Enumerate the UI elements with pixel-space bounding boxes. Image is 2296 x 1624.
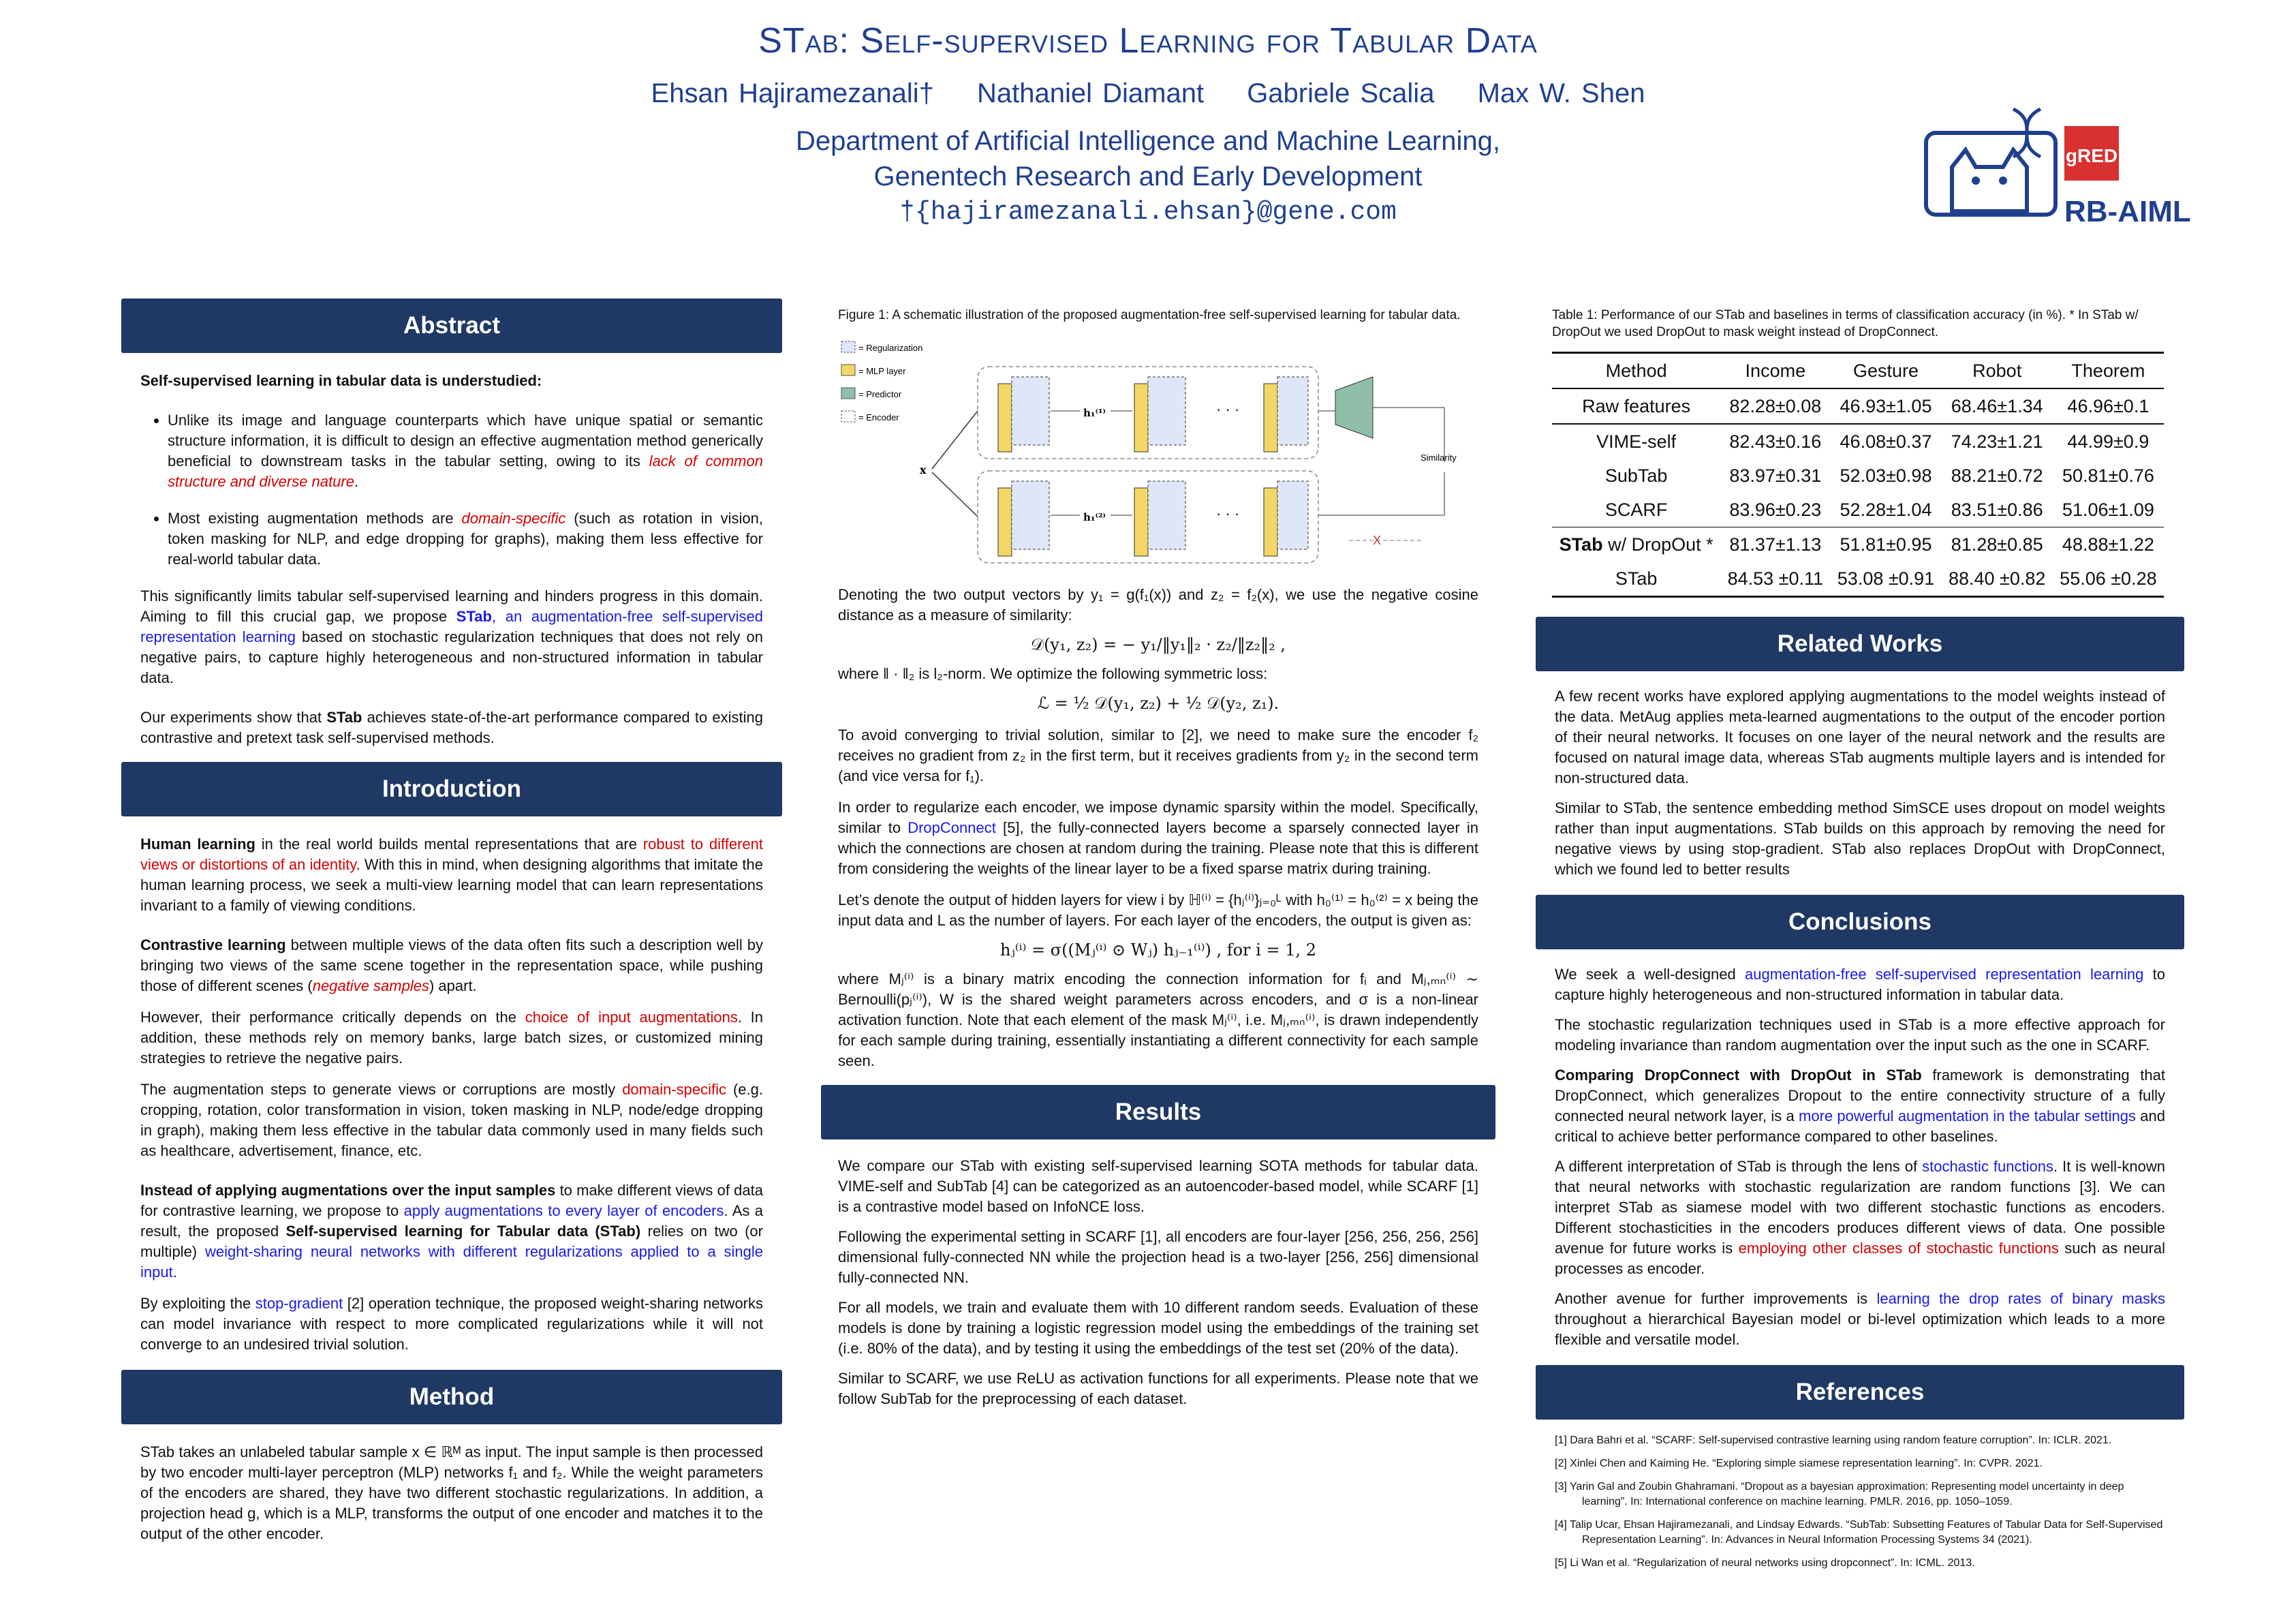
author-1: Ehsan Hajiramezanali† bbox=[651, 78, 934, 108]
equation-loss: ℒ = ½ 𝒟(y₁, z₂) + ½ 𝒟(y₂, z₁). bbox=[1037, 694, 1279, 713]
table-caption: Table 1: Performance of our STab and baselines in terms of classification accuracy (in %). * In STab w/ DropOut we used DropOut to mask weight instead of DropConnect. bbox=[1552, 308, 2139, 339]
abstract-bullet-1: • Unlike its image and language counterparts which have unique spatial or semantic structure information, it is difficult to design an effective augmentation method generically beneficial to downstream tasks in the tabular setting, owing to its lack of common structure and diverse nature. bbox=[168, 410, 763, 492]
middle-column bbox=[821, 298, 1495, 1409]
encoder-2-layers bbox=[998, 481, 1308, 556]
affiliation-line-2: Genentech Research and Early Development bbox=[873, 162, 1423, 191]
abstract-bullets bbox=[140, 410, 763, 570]
predictor-block bbox=[1335, 377, 1373, 438]
table-header-row bbox=[1552, 353, 2164, 389]
hidden-h1-label: h₁⁽¹⁾ bbox=[1083, 407, 1106, 419]
reference-item: [2] Xinlei Chen and Kaiming He. “Exploring simple siamese representation learning”. In: CVPR. 2021. bbox=[1555, 1458, 2043, 1469]
results-paragraph-1: We compare our STab with existing self-supervised learning SOTA methods for tabular data. VIME-self and SubTab [4] can be categorized as an autoencoder-based model, while SCARF [1] is a contrastive model based on InfoNCE loss. bbox=[838, 1157, 1478, 1215]
figure-legend bbox=[841, 341, 922, 423]
reference-item: [1] Dara Bahri et al. “SCARF: Self-supervised contrastive learning using random feature corruption”. In: ICLR. 2021. bbox=[1555, 1435, 2112, 1446]
stop-gradient-cross: X bbox=[1373, 534, 1382, 547]
left-column bbox=[121, 298, 782, 1544]
dropconnect-paragraph: In order to regularize each encoder, we impose dynamic sparsity within the model. Specifically, similar to DropConnect [5], the fully-connected layers become a sparsely connected layer in which the connections are chosen at random during the training. Please note that this is different from considering the weights of the linear layer to be a fixed sparse matrix during training. bbox=[838, 799, 1478, 877]
related-works-heading: Related Works bbox=[1536, 617, 2184, 671]
legend-mlp: = MLP layer bbox=[858, 366, 906, 376]
affiliation-line-1: Department of Artificial Intelligence and Machine Learning, bbox=[796, 126, 1500, 156]
gred-rb-aiml-logo bbox=[1925, 102, 2191, 232]
table-row: STab 84.53 ±0.11 53.08 ±0.91 88.40 ±0.82 55.06 ±0.28 bbox=[1552, 562, 2164, 597]
results-table bbox=[1552, 352, 2164, 598]
method-heading: Method bbox=[121, 1370, 782, 1424]
logo-rbaiml-text: RB-AIML bbox=[2064, 195, 2191, 228]
equation-similarity: 𝒟(y₁, z₂) = − y₁/‖y₁‖₂ · z₂/‖z₂‖₂ , bbox=[1030, 635, 1286, 654]
cat-dna-logo-icon bbox=[1925, 102, 2191, 232]
legend-encoder: = Encoder bbox=[858, 412, 899, 423]
conclusions-paragraph-5: Another avenue for further improvements is learning the drop rates of binary masks throughout a hierarchical Bayesian model or bi-level optimization which leads to a more flexible and versatile model. bbox=[1555, 1290, 2165, 1348]
legend-predictor: = Predictor bbox=[858, 389, 902, 399]
legend-regularization: = Regularization bbox=[858, 343, 923, 353]
table-row: STab w/ DropOut * 81.37±1.13 51.81±0.95 81.28±0.85 48.88±1.22 bbox=[1559, 534, 2154, 555]
table-header-theorem: Theorem bbox=[2071, 360, 2145, 381]
stop-gradient-paragraph: To avoid converging to trivial solution, similar to [2], we need to make sure the encoder f₂ receives no gradient from z₂ in the first term, but it receives gradients from y₂ in the second term (and vice versa for f₁). bbox=[838, 726, 1478, 784]
abstract-bullet-2: • Most existing augmentation methods are domain-specific (such as rotation in vision, token masking for NLP, and edge dropping for graphs), making them less effective for real-world tabular data. bbox=[168, 508, 763, 570]
reference-list bbox=[1536, 1420, 2184, 1571]
encoder-1-layers bbox=[998, 377, 1308, 452]
reference-item: [4] Talip Ucar, Ehsan Hajiramezanali, and Lindsay Edwards. “SubTab: Subsetting Features of Tabular Data for Self-Supervised Representation Learning”. In: Advances in Neural Information Processing Systems 34 (2021). bbox=[1555, 1519, 2163, 1546]
right-column bbox=[1536, 298, 2184, 1579]
poster-title: STab: Self-supervised Learning for Tabular Data bbox=[758, 21, 1538, 61]
results-paragraph-4: Similar to SCARF, we use ReLU as activation functions for all experiments. Please note that we follow SubTab for the preprocessing of each dataset. bbox=[838, 1370, 1478, 1407]
abstract-lead: Self-supervised learning in tabular data is understudied: bbox=[140, 372, 542, 389]
hidden-h2-label: h₁⁽²⁾ bbox=[1083, 511, 1106, 523]
references-heading: References bbox=[1536, 1365, 2184, 1420]
table-header-income: Income bbox=[1745, 360, 1806, 381]
intro-paragraph-5: Instead of applying augmentations over the input samples to make different views of data for contrastive learning, we propose to apply augmentations to every layer of encoders. As a result, the proposed Self-supervised learning for Tabular data (STab) relies on two (or multiple) weight-sharing neural networks with different regularizations applied to a single input. bbox=[140, 1182, 763, 1281]
table-header-robot: Robot bbox=[1972, 360, 2022, 381]
introduction-heading: Introduction bbox=[121, 762, 782, 816]
intro-paragraph-6: By exploiting the stop-gradient [2] operation technique, the proposed weight-sharing networks can model invariance with respect to more complicated regularizations while it will not converge to an undesired trivial solution. bbox=[140, 1295, 764, 1353]
layer-ellipsis-bottom: · · · bbox=[1216, 505, 1240, 522]
conclusions-paragraph-4: A different interpretation of STab is through the lens of stochastic functions. It is well-known that neural networks with stochastic regularization are random functions [3]. We can interpret STab as siamese model with two different stochastic functions as encoders. Different stochasticities in the encoders produces different views of data. One possible avenue for future works is employing other classes of stochastic functions such as neural processes as encoder. bbox=[1555, 1158, 2166, 1277]
table-row: Raw features 82.28±0.08 46.93±1.05 68.46±1.34 46.96±0.1 bbox=[1552, 388, 2164, 424]
table-row: SCARF 83.96±0.23 52.28±1.04 83.51±0.86 51.06±1.09 bbox=[1552, 493, 2164, 527]
conclusions-paragraph-2: The stochastic regularization techniques used in STab is a more effective approach for modeling invariance than random augmentation over the input such as the one in SCARF. bbox=[1555, 1016, 2165, 1054]
equation-layer-output: hⱼ⁽ⁱ⁾ = σ((Mⱼ⁽ⁱ⁾ ⊙ Wⱼ) hⱼ₋₁⁽ⁱ⁾) , for i = 1, 2 bbox=[999, 940, 1316, 960]
abstract-paragraph-2: Our experiments show that STab achieves state-of-the-art performance compared to existing contrastive and pretext task self-supervised methods. bbox=[140, 709, 763, 746]
table-header-method: Method bbox=[1605, 360, 1667, 381]
reference-item: [3] Yarin Gal and Zoubin Ghahramani. “Dropout as a bayesian approximation: Representing model uncertainty in deep learning”. In: International conference on machine learning. PMLR. 2016, pp. 1050–1059. bbox=[1555, 1481, 2124, 1507]
similarity-paragraph: Denoting the two output vectors by y₁ = g(f₁(x)) and z₂ = f₂(x), we use the negative cosine distance as a measure of similarity: bbox=[838, 586, 1478, 624]
table-header-gesture: Gesture bbox=[1852, 360, 1919, 381]
hidden-layers-paragraph: Let’s denote the output of hidden layers for view i by ℍ⁽ⁱ⁾ = {hⱼ⁽ⁱ⁾}ⱼ₌₀ᴸ with h₀⁽¹⁾ = h₀⁽²⁾ = x being the input data and L as the number of layers. For each layer of the encoders, the output is given as: bbox=[838, 891, 1478, 929]
conclusions-paragraph-3: Comparing DropConnect with DropOut in STab framework is demonstrating that DropConnect, which generalizes Dropout to the entire connectivity structure of a fully connected neural network layer, is a more powerful augmentation in the tabular settings and critical to achieve better performance compared to other baselines. bbox=[1555, 1067, 2165, 1145]
author-3: Gabriele Scalia bbox=[1247, 78, 1435, 108]
abstract-paragraph-1: This significantly limits tabular self-supervised learning and hinders progress in this domain. Aiming to fill this crucial gap, we propose STab, an augmentation-free self-supervised representation learning based on stochastic regularization techniques that does not rely on negative pairs, to capture highly heterogeneous and non-structured information in tabular data. bbox=[140, 587, 763, 686]
conclusions-paragraph-1: We seek a well-designed augmentation-free self-supervised representation learning to capture highly heterogeneous and non-structured information in tabular data. bbox=[1555, 966, 2165, 1003]
author-4: Max W. Shen bbox=[1477, 78, 1645, 108]
reference-item: [5] Li Wan et al. “Regularization of neural networks using dropconnect”. In: ICML. 2013. bbox=[1555, 1557, 1975, 1569]
logo-gred-text: gRED bbox=[2065, 145, 2118, 166]
results-heading: Results bbox=[821, 1085, 1495, 1139]
author-2: Nathaniel Diamant bbox=[977, 78, 1205, 108]
intro-paragraph-2: Contrastive learning between multiple views of the data often fits such a description well by bringing two views of the same scene together in the representation space, while pushing those of different scenes (negative samples) apart. bbox=[140, 936, 764, 994]
related-paragraph-1: A few recent works have explored applying augmentations to the model weights instead of the data. MetAug applies meta-learned augmentations to the output of the encoder portion of their neural networks. It focuses on one layer of the neural network and the results are focused on natural image data, whereas STab augments multiple layers and is intended for non-structured data. bbox=[1555, 688, 2165, 786]
figure-caption: Figure 1: A schematic illustration of the proposed augmentation-free self-supervised learning for tabular data. bbox=[838, 308, 1461, 322]
table-row: SubTab 83.97±0.31 52.03±0.98 88.21±0.72 50.81±0.76 bbox=[1604, 465, 2154, 486]
contact-email: †{hajiramezanali.ehsan}@gene.com bbox=[899, 198, 1397, 227]
layer-ellipsis-top: · · · bbox=[1216, 401, 1240, 418]
abstract-heading: Abstract bbox=[121, 298, 782, 353]
related-paragraph-2: Similar to STab, the sentence embedding method SimSCE uses dropout on model weights rather than input augmentations. STab builds on this approach by removing the need for negative views by using stop-gradient. STab also replaces DropOut with DropConnect, which we found led to better results bbox=[1555, 799, 2165, 878]
method-paragraph: STab takes an unlabeled tabular sample x ∈ ℝᴹ as input. The input sample is then processed by two encoder multi-layer perceptron (MLP) networks f₁ and f₂. While the weight parameters of the encoders are shared, they have two different stochastic regularizations. In addition, a projection head g, which is a MLP, transforms the output of one encoder and matches it to the output of the other encoder. bbox=[140, 1443, 763, 1542]
intro-paragraph-1: Human learning in the real world builds mental representations that are robust to different views or distortions of an identity. With this in mind, when designing algorithms that imitate the human learning process, we seek a multi-view learning model that can learn representations invariant to a family of viewing conditions. bbox=[140, 836, 763, 914]
table-row: VIME-self 82.43±0.16 46.08±0.37 74.23±1.21 44.99±0.9 bbox=[1596, 431, 2150, 452]
intro-paragraph-4: The augmentation steps to generate views or corruptions are mostly domain-specific (e.g. cropping, rotation, color transformation in vision, token masking in NLP, node/edge dropping in graph), making them less effective in the tabular data commonly used in many fields such as healthcare, advertisement, finance, etc. bbox=[140, 1081, 763, 1159]
results-paragraph-2: Following the experimental setting in SCARF [1], all encoders are four-layer [256, 256, 256, 256] dimensional fully-connected NN while the projection head is a two-layer [256, 256] dimensional fully-connected NN. bbox=[838, 1228, 1478, 1286]
loss-paragraph: where ‖ · ‖₂ is l₂-norm. We optimize the following symmetric loss: bbox=[838, 665, 1268, 682]
intro-paragraph-3: However, their performance critically depends on the choice of input augmentations. In addition, these methods rely on memory banks, large batch sizes, or customized mining strategies to retrieve the negative pairs. bbox=[140, 1009, 764, 1067]
conclusions-heading: Conclusions bbox=[1536, 895, 2184, 949]
method-schematic-figure bbox=[838, 336, 1478, 568]
mask-paragraph: where Mⱼ⁽ⁱ⁾ is a binary matrix encoding the connection information for fᵢ and Mⱼ,ₘₙ⁽ⁱ⁾ ∼ Bernoulli(pⱼ⁽ⁱ⁾), W is the shared weight parameters across encoders, and σ is a non-linear activation function. Note that each element of the mask Mⱼ⁽ⁱ⁾, i.e. Mⱼ,ₘₙ⁽ⁱ⁾, is drawn independently for each sample during training, essentially instantiating a different connectivity for each sample seen. bbox=[838, 970, 1479, 1069]
input-x-label: x bbox=[920, 463, 927, 476]
similarity-label: Similarity bbox=[1421, 453, 1457, 463]
results-paragraph-3: For all models, we train and evaluate them with 10 different random seeds. Evaluation of these models is done by training a logistic regression model using the embeddings of the training set (i.e. 80% of the data), and by testing it using the embeddings of the test set (20% of the data). bbox=[838, 1299, 1478, 1357]
